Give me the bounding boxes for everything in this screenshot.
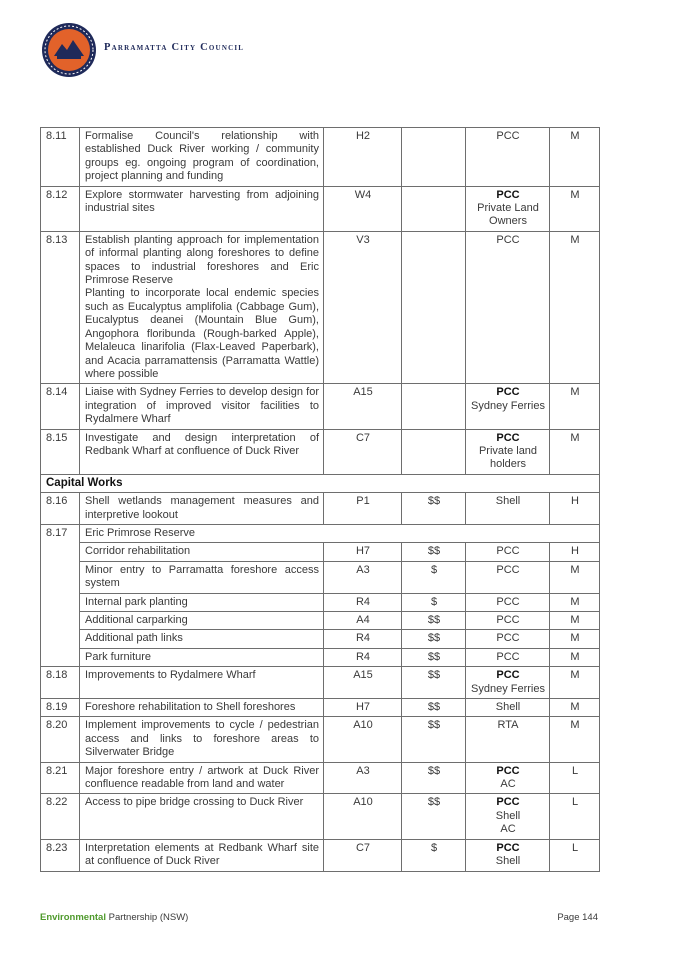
- item-number: 8.11: [41, 128, 80, 187]
- responsibility-entry: PCC: [496, 796, 520, 809]
- council-logo: [40, 22, 98, 78]
- responsibility-cell: [466, 186, 550, 231]
- reference-code: A15: [324, 384, 402, 429]
- responsibility-cell: [466, 384, 550, 429]
- item-description: Liaise with Sydney Ferries to develop design for integration of improved visitor facilities to Rydalmere Wharf: [80, 384, 324, 429]
- item-number: 8.19: [41, 699, 80, 717]
- responsibility-cell: PCC: [466, 630, 550, 648]
- item-description: Access to pipe bridge crossing to Duck River: [80, 794, 324, 839]
- responsibility-cell: [466, 717, 550, 762]
- responsibility-cell: [466, 839, 550, 871]
- reference-code: C7: [324, 429, 402, 474]
- cost-indicator: [402, 384, 466, 429]
- sub-row: [41, 612, 600, 630]
- responsibility-entry: Private land holders: [478, 444, 538, 471]
- responsibility-entry: PCC: [496, 764, 520, 777]
- item-number: 8.17: [41, 524, 80, 666]
- item-number: 8.14: [41, 384, 80, 429]
- responsibility-cell: [466, 231, 550, 383]
- table-row: [41, 667, 600, 699]
- cost-indicator: $$: [402, 543, 466, 561]
- item-description: Internal park planting: [80, 593, 324, 611]
- reference-code: V3: [324, 231, 402, 383]
- priority: M: [550, 231, 600, 383]
- item-description: Foreshore rehabilitation to Shell foreshores: [80, 699, 324, 717]
- responsibility-entry: PCC: [496, 669, 520, 682]
- cost-indicator: $$: [402, 648, 466, 666]
- responsibility-entry: Sydney Ferries: [471, 399, 545, 412]
- item-number: 8.22: [41, 794, 80, 839]
- priority: M: [550, 630, 600, 648]
- responsibility-entry: Sydney Ferries: [471, 682, 545, 695]
- cost-indicator: $$: [402, 794, 466, 839]
- cost-indicator: $: [402, 839, 466, 871]
- responsibility-entry: Shell: [495, 701, 521, 714]
- item-number: 8.13: [41, 231, 80, 383]
- responsibility-cell: PCC: [466, 648, 550, 666]
- item-description: Major foreshore entry / artwork at Duck River confluence readable from land and water: [80, 762, 324, 794]
- responsibility-entry: RTA: [497, 719, 519, 732]
- reference-code: A15: [324, 667, 402, 699]
- responsibility-entry: PCC: [496, 431, 520, 444]
- item-description: Establish planting approach for implementation of informal planting along foreshores to define spaces to industrial foreshores and Eric Primrose Reserve Planting to incorporate local endemic species such as Eucalyptus amplifolia (Cabbage Gum), Eucalyptus deanei (Mountain Blue Gum), Angophora floribunda (Rough-barked Apple), Melaleuca linarifolia (Flax-Leaved Paperbark), and Acacia parramattensis (Parramatta Wattle) where possible: [80, 231, 324, 383]
- cost-indicator: $$: [402, 762, 466, 794]
- cost-indicator: $$: [402, 667, 466, 699]
- responsibility-cell: PCC: [466, 612, 550, 630]
- page-number: Page 144: [557, 912, 598, 923]
- table-row: [41, 128, 600, 187]
- cost-indicator: [402, 186, 466, 231]
- item-description: Minor entry to Parramatta foreshore access system: [80, 561, 324, 593]
- responsibility-entry: Shell: [495, 495, 521, 508]
- responsibility-entry: PCC: [496, 188, 520, 201]
- table-row: [41, 699, 600, 717]
- responsibility-entry: PCC: [496, 386, 520, 399]
- priority: M: [550, 384, 600, 429]
- page-header: [40, 22, 270, 78]
- reference-code: R4: [324, 593, 402, 611]
- item-number: 8.16: [41, 493, 80, 525]
- responsibility-cell: [466, 667, 550, 699]
- priority: L: [550, 839, 600, 871]
- item-number: 8.18: [41, 667, 80, 699]
- priority: M: [550, 429, 600, 474]
- priority: M: [550, 593, 600, 611]
- priority: M: [550, 699, 600, 717]
- responsibility-cell: PCC: [466, 543, 550, 561]
- priority: L: [550, 762, 600, 794]
- priority: H: [550, 543, 600, 561]
- cost-indicator: $: [402, 593, 466, 611]
- sub-row: [41, 543, 600, 561]
- item-number: 8.15: [41, 429, 80, 474]
- item-number: 8.20: [41, 717, 80, 762]
- responsibility-cell: [466, 699, 550, 717]
- table-row: [41, 524, 600, 542]
- section-title: Capital Works: [41, 474, 600, 492]
- item-description: Park furniture: [80, 648, 324, 666]
- reference-code: R4: [324, 648, 402, 666]
- reference-code: H2: [324, 128, 402, 187]
- priority: M: [550, 128, 600, 187]
- responsibility-entry: Shell: [495, 855, 521, 868]
- responsibility-entry: PCC: [496, 130, 520, 142]
- table-row: [41, 762, 600, 794]
- reference-code: C7: [324, 839, 402, 871]
- item-number: 8.21: [41, 762, 80, 794]
- cost-indicator: $$: [402, 717, 466, 762]
- table-row: [41, 186, 600, 231]
- item-description: Improvements to Rydalmere Wharf: [80, 667, 324, 699]
- priority: M: [550, 561, 600, 593]
- item-description: Formalise Council's relationship with established Duck River working / community groups eg. ongoing program of coordination, project planning and funding: [80, 128, 324, 187]
- reference-code: A3: [324, 762, 402, 794]
- reference-code: A3: [324, 561, 402, 593]
- responsibility-entry: Shell: [495, 809, 521, 822]
- cost-indicator: $$: [402, 630, 466, 648]
- footer-org-green: Environmental: [40, 912, 106, 923]
- responsibility-cell: PCC: [466, 593, 550, 611]
- responsibility-entry: AC: [500, 823, 516, 836]
- priority: M: [550, 186, 600, 231]
- responsibility-entry: Private Land Owners: [477, 202, 539, 228]
- table-row: [41, 717, 600, 762]
- item-description: Interpretation elements at Redbank Wharf site at confluence of Duck River: [80, 839, 324, 871]
- responsibility-entry: PCC: [496, 841, 520, 854]
- responsibility-entry: AC: [500, 778, 516, 791]
- item-description: Corridor rehabilitation: [80, 543, 324, 561]
- responsibility-cell: [466, 128, 550, 187]
- priority: M: [550, 648, 600, 666]
- council-name: Parramatta City Council: [104, 42, 245, 53]
- table-row: [41, 231, 600, 383]
- table-row: [41, 839, 600, 871]
- reference-code: A4: [324, 612, 402, 630]
- cost-indicator: $$: [402, 493, 466, 525]
- reference-code: W4: [324, 186, 402, 231]
- table-row: [41, 429, 600, 474]
- cost-indicator: $$: [402, 699, 466, 717]
- item-description: Shell wetlands management measures and interpretive lookout: [80, 493, 324, 525]
- responsibility-entry: PCC: [496, 233, 520, 246]
- section-row: [41, 474, 600, 492]
- table-row: [41, 384, 600, 429]
- item-description: Implement improvements to cycle / pedestrian access and links to foreshore areas to Silverwater Bridge: [80, 717, 324, 762]
- table-row: [41, 794, 600, 839]
- reference-code: R4: [324, 630, 402, 648]
- sub-row: [41, 648, 600, 666]
- cost-indicator: [402, 128, 466, 187]
- action-table: [40, 127, 600, 872]
- item-number: 8.23: [41, 839, 80, 871]
- cost-indicator: $: [402, 561, 466, 593]
- table-row: [41, 493, 600, 525]
- priority: L: [550, 794, 600, 839]
- priority: M: [550, 717, 600, 762]
- reference-code: A10: [324, 717, 402, 762]
- reference-code: H7: [324, 699, 402, 717]
- sub-row: [41, 593, 600, 611]
- item-description: Additional path links: [80, 630, 324, 648]
- responsibility-cell: PCC: [466, 561, 550, 593]
- responsibility-cell: [466, 762, 550, 794]
- group-title: Eric Primrose Reserve: [80, 524, 600, 542]
- priority: H: [550, 493, 600, 525]
- reference-code: H7: [324, 543, 402, 561]
- item-description: Additional carparking: [80, 612, 324, 630]
- cost-indicator: $$: [402, 612, 466, 630]
- sub-row: [41, 630, 600, 648]
- footer-organisation: [40, 912, 188, 923]
- responsibility-cell: [466, 493, 550, 525]
- priority: M: [550, 612, 600, 630]
- item-number: 8.12: [41, 186, 80, 231]
- reference-code: A10: [324, 794, 402, 839]
- footer-org-rest: Partnership (NSW): [106, 912, 189, 923]
- cost-indicator: [402, 429, 466, 474]
- item-description: Explore stormwater harvesting from adjoining industrial sites: [80, 186, 324, 231]
- priority: M: [550, 667, 600, 699]
- cost-indicator: [402, 231, 466, 383]
- item-description: Investigate and design interpretation of Redbank Wharf at confluence of Duck River: [80, 429, 324, 474]
- responsibility-cell: [466, 429, 550, 474]
- responsibility-cell: [466, 794, 550, 839]
- sub-row: [41, 561, 600, 593]
- reference-code: P1: [324, 493, 402, 525]
